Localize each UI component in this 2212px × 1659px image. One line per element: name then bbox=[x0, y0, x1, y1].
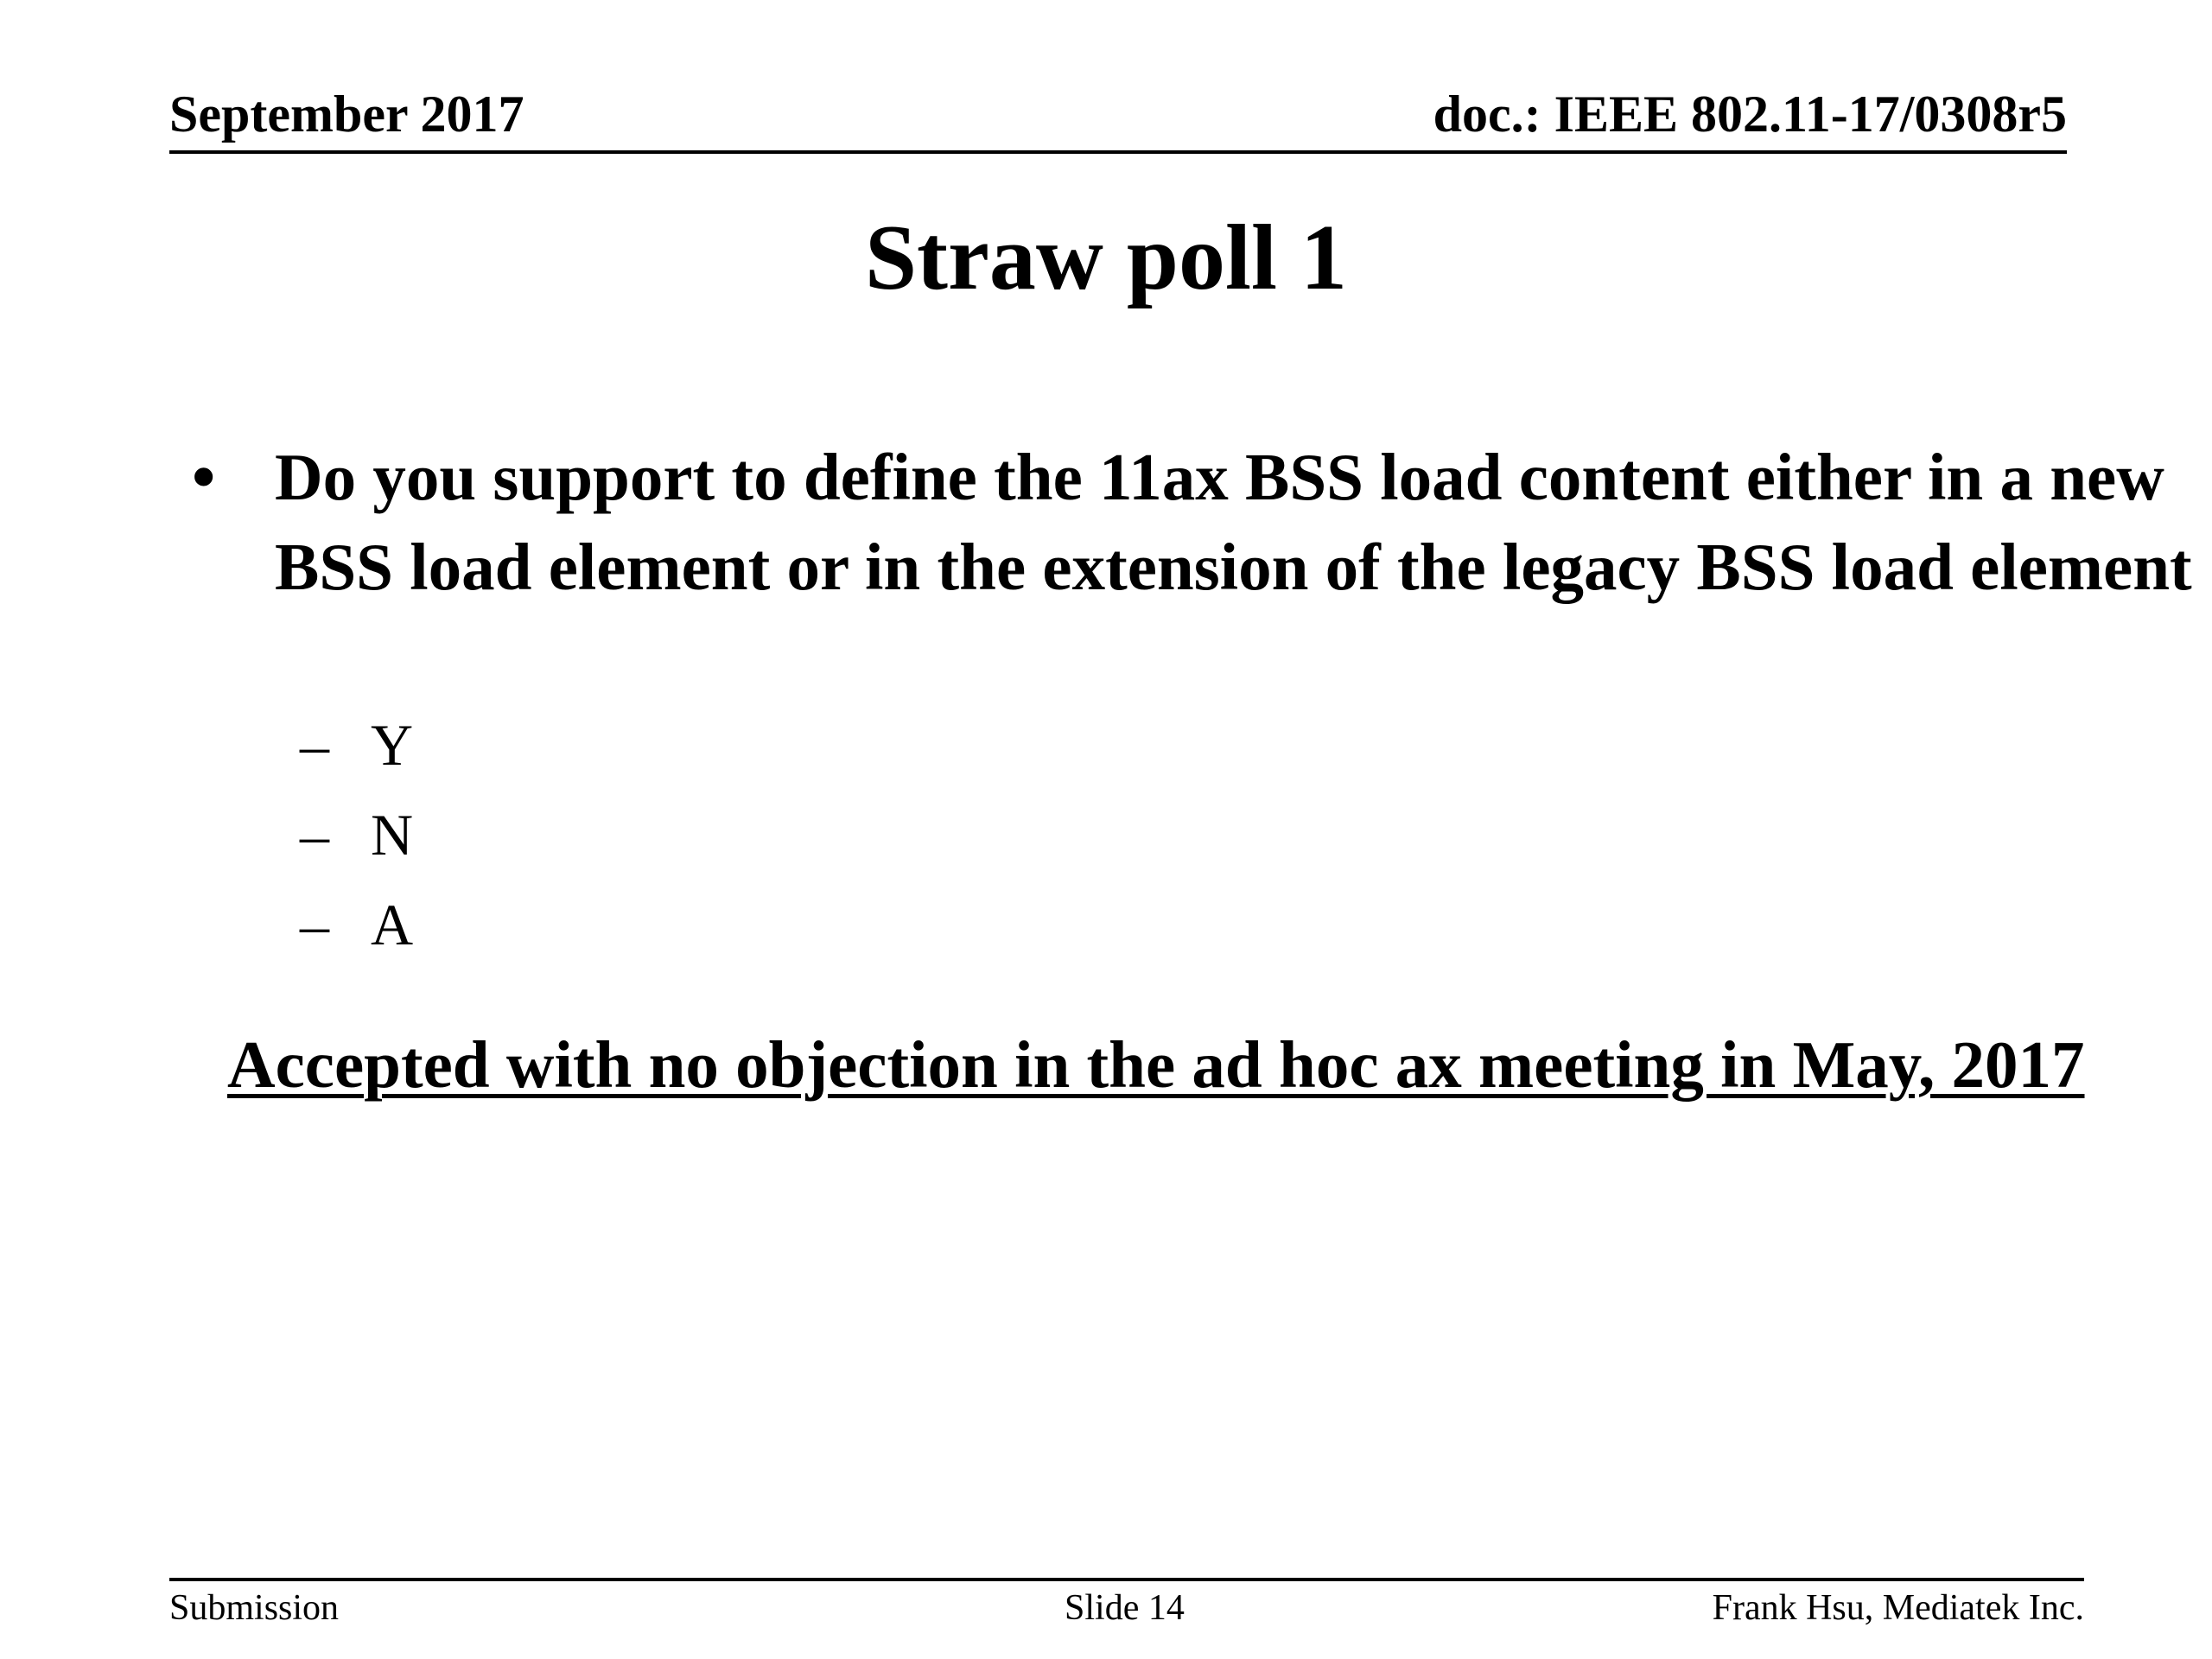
header-doc-id: doc.: IEEE 802.11-17/0308r5 bbox=[1433, 86, 2067, 143]
slide-header bbox=[169, 79, 2067, 154]
header-date: September 2017 bbox=[169, 86, 524, 143]
option-label: A bbox=[371, 892, 414, 957]
option-dash: – bbox=[300, 802, 329, 868]
footer-slide-number: Slide 14 bbox=[1065, 1588, 1185, 1628]
footer-author: Frank Hsu, Mediatek Inc. bbox=[1712, 1588, 2084, 1628]
option-label: N bbox=[371, 802, 414, 868]
option-dash: – bbox=[300, 712, 329, 778]
option-label: Y bbox=[371, 712, 414, 778]
slide-footer bbox=[169, 1578, 2084, 1633]
question-text: Do you support to define the 11ax BSS load content either in a new BSS load element or in the extension of the legacy BSS load element bbox=[275, 440, 2192, 604]
footer-submission: Submission bbox=[169, 1588, 340, 1628]
slide-title: Straw poll 1 bbox=[864, 207, 1348, 309]
poll-result: Accepted with no objection in the ad hoc ax meeting in May, 2017 bbox=[227, 1027, 2085, 1102]
bullet-mark: • bbox=[192, 439, 216, 514]
option-dash: – bbox=[300, 892, 329, 957]
